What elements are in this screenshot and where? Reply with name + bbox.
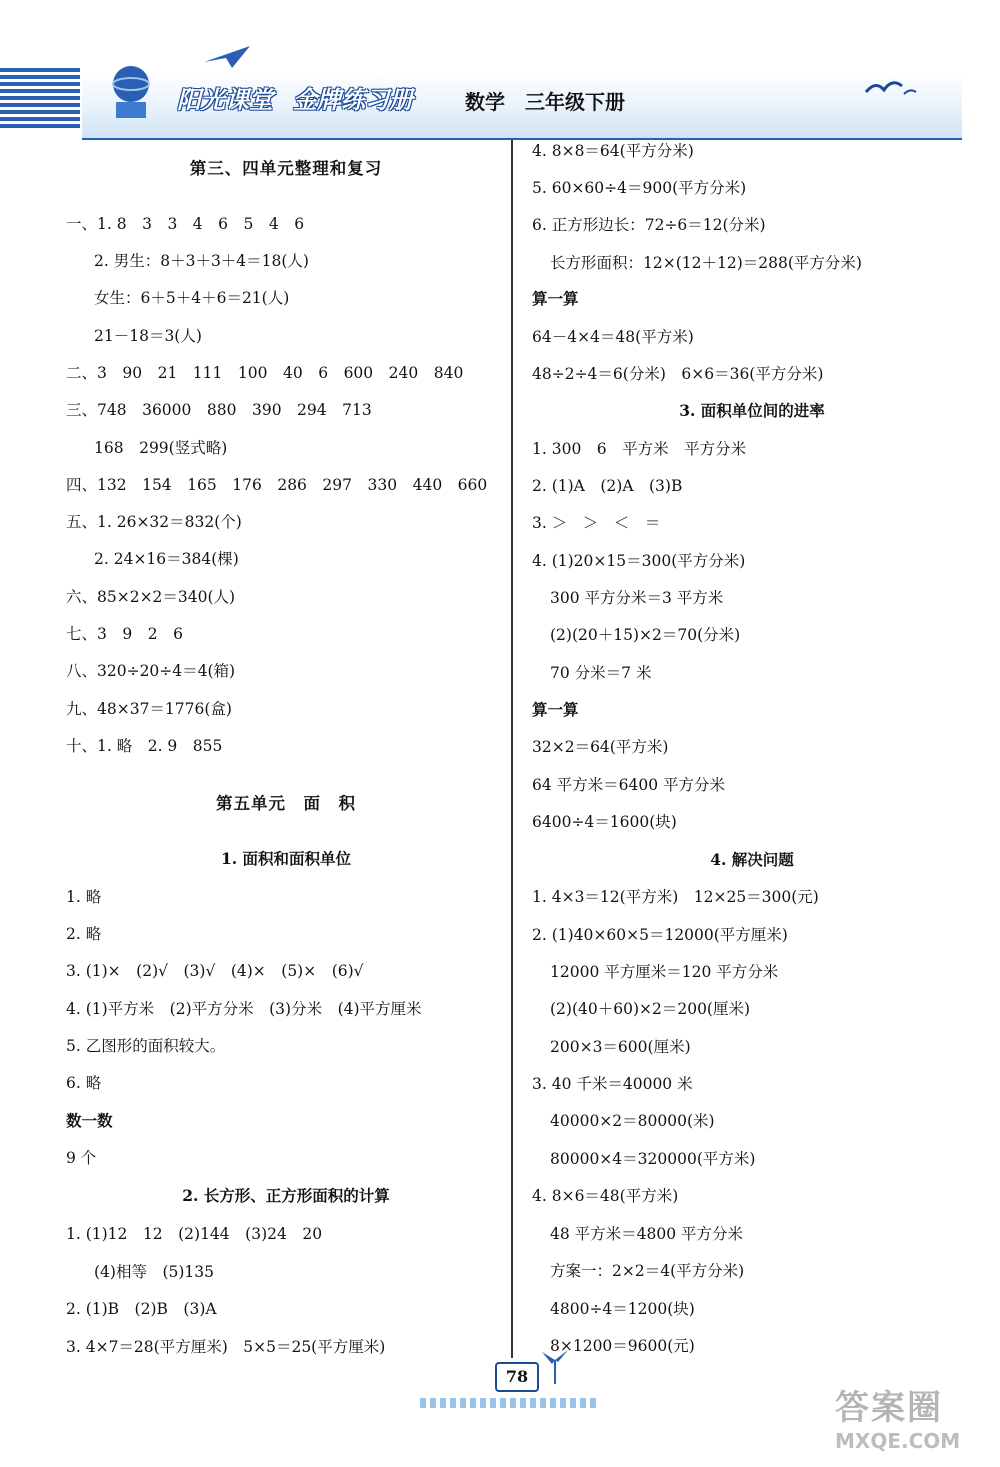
section-title: 第三、四单元整理和复习 [189, 159, 383, 178]
answer-line: 5. 60×60÷4＝900(平方分米) [532, 179, 747, 197]
answer-line: 4. (1)20×15＝300(平方分米) [532, 552, 746, 570]
answer-line: 1. 略 [66, 888, 102, 906]
answer-line: 9 个 [66, 1149, 97, 1167]
answer-line: 8×1200＝9600(元) [550, 1337, 695, 1355]
answer-line: 四、132 154 165 176 286 297 330 440 660 [66, 476, 488, 494]
answer-line: 64 平方米＝6400 平方分米 [532, 776, 726, 794]
page-header [0, 60, 1000, 140]
answer-line: 40000×2＝80000(米) [550, 1112, 715, 1130]
answer-line: 5. 乙图形的面积较大。 [66, 1037, 226, 1055]
subsection-title: 4. 解决问题 [710, 850, 794, 869]
answer-line: 48 平方米＝4800 平方分米 [550, 1225, 744, 1243]
answer-line: 3. 4×7＝28(平方厘米) 5×5＝25(平方厘米) [66, 1338, 386, 1356]
answer-line: 64－4×4＝48(平方米) [532, 328, 694, 346]
series-title-part2: 金牌练习册 [293, 86, 413, 114]
header-stripes [0, 68, 80, 138]
answer-line: 32×2＝64(平方米) [532, 738, 669, 756]
answer-line: 1. 300 6 平方米 平方分米 [532, 440, 747, 458]
page-footer [420, 1358, 600, 1418]
answer-line: (2)(40＋60)×2＝200(厘米) [550, 1000, 751, 1018]
answer-line: 4. 8×6＝48(平方米) [532, 1187, 679, 1205]
answer-line: 九、48×37＝1776(盒) [66, 700, 232, 718]
answer-line: 4. (1)平方米 (2)平方分米 (3)分米 (4)平方厘米 [66, 1000, 422, 1018]
answer-line: 十、1. 略 2. 9 855 [66, 737, 223, 755]
pinwheel-icon [540, 1346, 570, 1386]
answer-line: 200×3＝600(厘米) [550, 1038, 691, 1056]
answer-line: 2. (1)A (2)A (3)B [532, 477, 683, 495]
answer-line: 2. 24×16＝384(棵) [94, 550, 239, 568]
answer-line: 6. 正方形边长：72÷6＝12(分米) [532, 216, 766, 234]
answer-line: 3. ＞ ＞ ＜ ＝ [532, 514, 661, 532]
globe-icon [96, 54, 166, 124]
heading-line: 算一算 [532, 700, 579, 719]
answer-line: (2)(20＋15)×2＝70(分米) [550, 626, 741, 644]
answer-line: (4)相等 (5)135 [94, 1263, 214, 1281]
answer-line: 长方形面积：12×(12＋12)＝288(平方分米) [550, 254, 862, 272]
answer-line: 三、748 36000 880 390 294 713 [66, 401, 372, 419]
answer-line: 八、320÷20÷4＝4(箱) [66, 662, 236, 680]
answer-line: 70 分米＝7 米 [550, 664, 652, 682]
answer-line: 168 299(竖式略) [94, 439, 228, 457]
subsection-title: 3. 面积单位间的进率 [679, 401, 825, 420]
answer-line: 21－18＝3(人) [94, 327, 202, 345]
answer-line: 6. 略 [66, 1074, 102, 1092]
answer-line: 一、1. 8 3 3 4 6 5 4 6 [66, 215, 305, 233]
answer-line: 女生：6＋5＋4＋6＝21(人) [94, 289, 290, 307]
series-title-part1: 阳光课堂 [177, 86, 273, 114]
subsection-title: 1. 面积和面积单位 [220, 849, 352, 868]
column-divider [511, 140, 513, 1358]
answer-line: 2. 略 [66, 925, 102, 943]
answer-line: 6400÷4＝1600(块) [532, 813, 677, 831]
answer-line: 方案一：2×2＝4(平方分米) [550, 1262, 745, 1280]
answer-line: 300 平方分米＝3 平方米 [550, 589, 724, 607]
watermark-logo-text: 答案圈 [835, 1388, 943, 1428]
heading-line: 算一算 [532, 289, 579, 308]
answer-line: 1. 4×3＝12(平方米) 12×25＝300(元) [532, 888, 819, 906]
subject-grade: 数学 三年级下册 [465, 90, 625, 114]
watermark-url: MXQE.COM [835, 1429, 961, 1453]
answer-line: 二、3 90 21 111 100 40 6 600 240 840 [66, 364, 464, 382]
answer-line: 4800÷4＝1200(块) [550, 1300, 695, 1318]
answer-line: 3. 40 千米＝40000 米 [532, 1075, 693, 1093]
answer-line: 2. (1)B (2)B (3)A [66, 1300, 217, 1318]
answer-line: 七、3 9 2 6 [66, 625, 183, 643]
answer-line: 80000×4＝320000(平方米) [550, 1150, 756, 1168]
answer-line: 48÷2÷4＝6(分米) 6×6＝36(平方分米) [532, 365, 824, 383]
watermark [835, 1380, 995, 1460]
paper-plane-icon [202, 42, 252, 72]
answer-line: 4. 8×8＝64(平方分米) [532, 142, 694, 160]
answer-line: 12000 平方厘米＝120 平方分米 [550, 963, 779, 981]
answer-line: 3. (1)× (2)√ (3)√ (4)× (5)× (6)√ [66, 962, 364, 980]
answer-line: 六、85×2×2＝340(人) [66, 588, 236, 606]
subsection-title: 2. 长方形、正方形面积的计算 [182, 1186, 390, 1205]
answer-line: 五、1. 26×32＝832(个) [66, 513, 242, 531]
answer-line: 1. (1)12 12 (2)144 (3)24 20 [66, 1225, 323, 1243]
answer-line: 2. 男生：8＋3＋3＋4＝18(人) [94, 252, 309, 270]
section-title: 第五单元 面 积 [216, 794, 356, 813]
answer-line: 2. (1)40×60×5＝12000(平方厘米) [532, 926, 788, 944]
footer-wave [420, 1398, 600, 1408]
page-number: 78 [495, 1362, 539, 1392]
heading-line: 数一数 [66, 1111, 113, 1130]
birds-icon [862, 72, 922, 102]
series-title [165, 82, 425, 118]
